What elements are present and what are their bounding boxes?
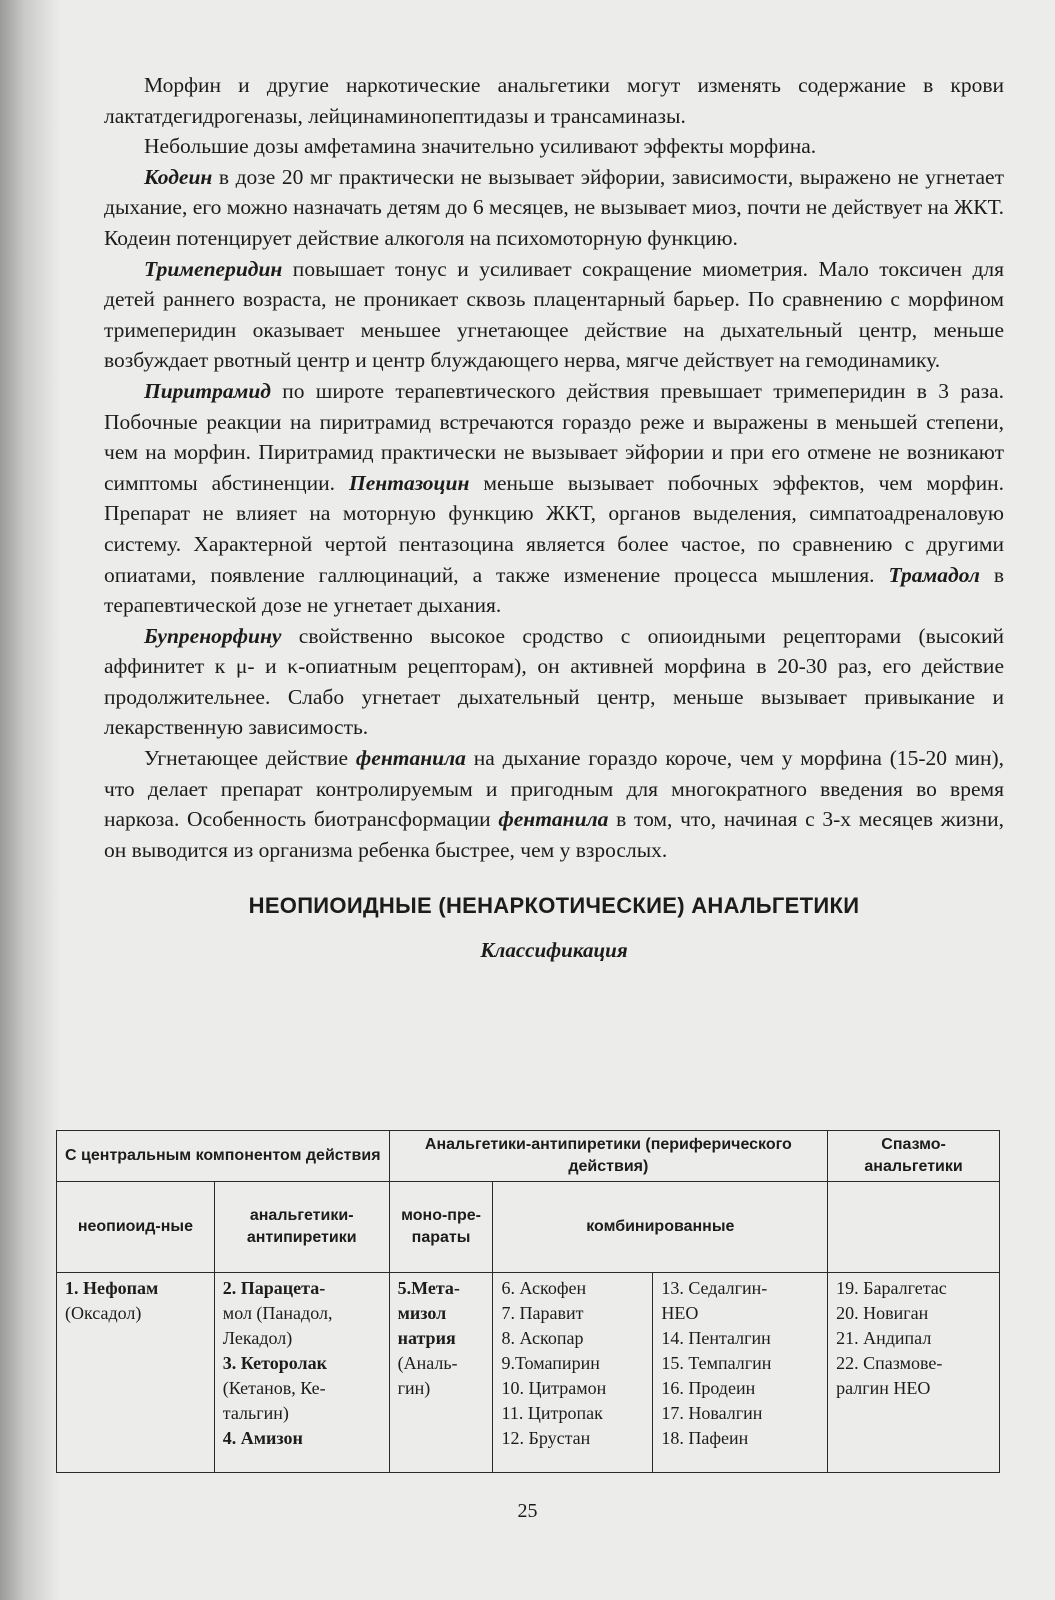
page-body	[104, 70, 1004, 961]
term-buprenorphine: Бупренорфину	[144, 623, 282, 648]
section-title: НЕОПИОИДНЫЕ (НЕНАРКОТИЧЕСКИЕ) АНАЛЬГЕТИКИ	[248, 893, 860, 919]
cell-combined-drugs-2: 13. Седалгин- НЕО 14. Пенталгин 15. Темпалгин 16. Продеин 17. Новалгин 18. Пафеин	[653, 1273, 828, 1473]
cell-nonopioid-drugs: 1. Нефопам (Оксадол)	[57, 1273, 215, 1473]
term-codeine: Кодеин	[144, 164, 213, 189]
term-fentanyl-2: фентанила	[498, 807, 609, 832]
page-number: 25	[517, 1500, 538, 1522]
term-pentazocine: Пентазоцин	[349, 470, 470, 495]
table-caption: Классификация	[480, 938, 628, 963]
term-trimeperidine: Тримеперидин	[144, 256, 283, 281]
subheader-combined: комбинированные	[493, 1182, 828, 1273]
subheader-empty	[828, 1182, 1000, 1273]
header-spasmoanalgesics: Спазмо-анальгетики	[828, 1131, 1000, 1182]
subheader-monopreparations: моно-пре-параты	[389, 1182, 493, 1273]
cell-combined-drugs-1: 6. Аскофен 7. Паравит 8. Аскопар 9.Томапирин 10. Цитрамон 11. Цитропак 12. Брустан	[493, 1273, 653, 1473]
paragraph-trimeperidine: Тримеперидин повышает тонус и усиливает сокращение миометрия. Мало токсичен для детей раннего возраста, не проникает сквозь плацентарный барьер. По сравнению с морфином тримеперидин оказывает меньшее угнетающее действие на дыхательный центр, меньше возбуждает рвотный центр и центр блуждающего нерва, мягче действует на гемодинамику.	[104, 256, 1004, 373]
paragraph-piritramide: Пиритрамид по широте терапевтического действия превышает тримеперидин в 3 раза. Побочные реакции на пиритрамид встречаются гораздо реже и выражены в меньшей степени, чем на морфин. Пиритрамид практически не вызывает эйфории и при его отмене не возникают симптомы абстиненции. Пентазоцин меньше вызывает побочных эффектов, чем морфин. Препарат не влияет на моторную функцию ЖКТ, органов выделения, симпатоадреналовую систему. Характерной чертой пентазоцина является более частое, по сравнению с другими опиатами, появление галлюцинаций, а также изменение процесса мышления. Трамадол в терапевтической дозе не угнетает дыхания.	[104, 378, 1005, 618]
header-peripheral-action: Анальгетики-антипиретики (периферического действия)	[389, 1131, 828, 1182]
paragraph-amphetamine: Небольшие дозы амфетамина значительно усиливают эффекты морфина.	[144, 134, 817, 159]
paragraph-morphine-lab: Морфин и другие наркотические анальгетики могут изменять содержание в крови лактатдегидрогеназы, лейцинаминопептидазы и трансаминазы.	[104, 73, 1004, 128]
term-tramadol: Трамадол	[888, 562, 980, 587]
classification-table	[56, 1130, 1000, 1473]
cell-spasmo-drugs: 19. Баралгетас 20. Новиган 21. Андипал 22. Спазмове- ралгин НЕО	[828, 1273, 1000, 1473]
subheader-nonopioid: неопиоид-ные	[57, 1182, 215, 1273]
term-piritramide: Пиритрамид	[144, 378, 271, 403]
cell-mono-drugs: 5.Мета- мизол натрия (Аналь- гин)	[389, 1273, 493, 1473]
paragraph-codeine: Кодеин в дозе 20 мг практически не вызывает эйфории, зависимости, выражено не угнетает дыхание, его можно назначать детям до 6 месяцев, не вызывает миоз, почти не действует на ЖКТ. Кодеин потенцирует действие алкоголя на психомоторную функцию.	[104, 164, 1004, 250]
page-binding-shadow	[0, 0, 60, 1600]
header-central-action: С центральным компонентом действия	[57, 1131, 390, 1182]
paragraph-buprenorphine: Бупренорфину свойственно высокое сродство с опиоидными рецепторами (высокий аффинитет к μ- и κ-опиатным рецепторам), он активней морфина в 20-30 раз, его действие продолжительнее. Слабо угнетает дыхательный центр, меньше вызывает привыкание и лекарственную зависимость.	[104, 623, 1004, 740]
cell-analgesic-drugs: 2. Парацета- мол (Панадол, Лекадол) 3. Кеторолак (Кетанов, Ке- тальгин) 4. Амизон	[214, 1273, 389, 1473]
subheader-analgesic-antipyretic: анальгетики-антипиретики	[214, 1182, 389, 1273]
paragraph-fentanyl: Угнетающее действие фентанила на дыхание гораздо короче, чем у морфина (15-20 мин), что делает препарат контролируемым и пригодным для многократного введения во время наркоза. Особенность биотрансформации фентанила в том, что, начиная с 3-х месяцев жизни, он выводится из организма ребенка быстрее, чем у взрослых.	[104, 746, 1005, 862]
term-fentanyl: фентанила	[355, 746, 466, 771]
